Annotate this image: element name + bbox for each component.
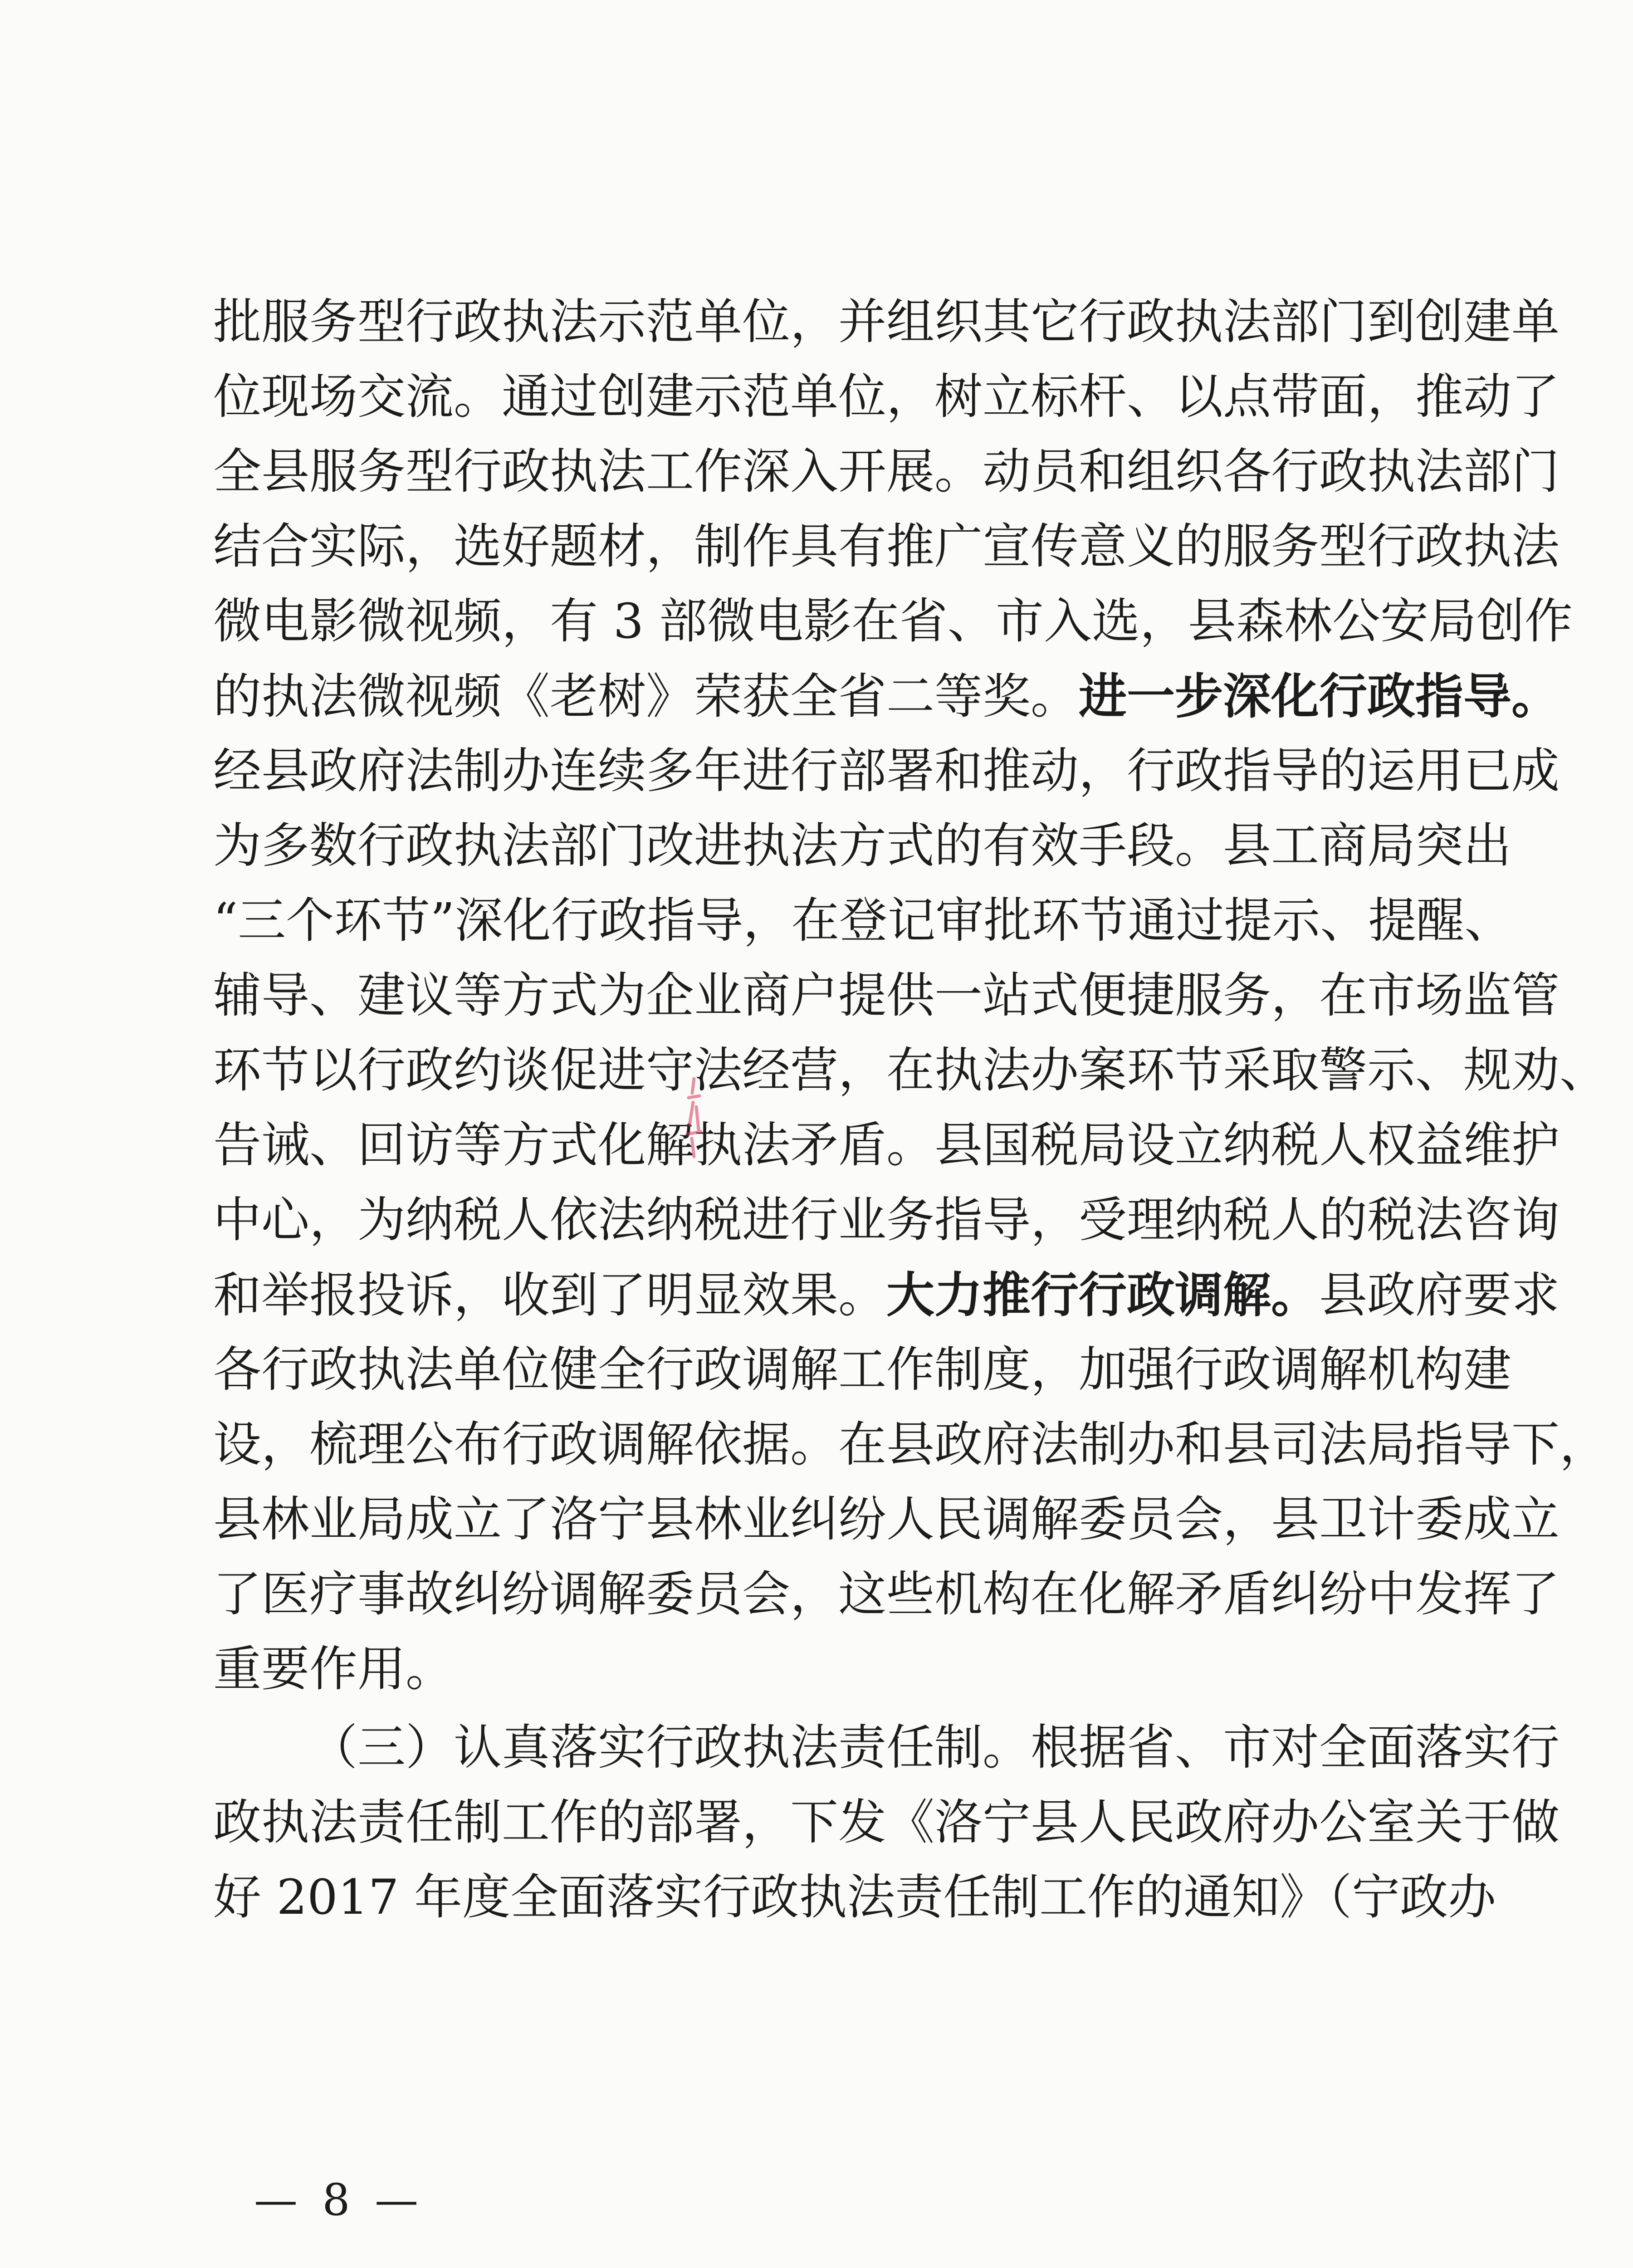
text-line: 了医疗事故纠纷调解委员会，这些机构在化解矛盾纠纷中发挥了: [213, 1566, 1560, 1622]
seal-fragment-mark: [676, 1075, 712, 1161]
bold-heading: 大力推行行政调解。: [886, 1266, 1319, 1323]
text-line: 中心，为纳税人依法纳税进行业务指导，受理纳税人的税法咨询: [213, 1192, 1560, 1248]
text-line: 和举报投诉，收到了明显效果。大力推行行政调解。县政府要求: [213, 1266, 1560, 1323]
text-line: 政执法责任制工作的部署，下发《洛宁县人民政府办公室关于做: [213, 1794, 1560, 1850]
text-line: 为多数行政执法部门改进执法方式的有效手段。县工商局突出: [213, 818, 1511, 874]
text-line: 批服务型行政执法示范单位，并组织其它行政执法部门到创建单: [213, 294, 1560, 350]
text-line: 重要作用。: [213, 1641, 454, 1697]
page-number: — 8 —: [254, 2175, 424, 2225]
text-line: 位现场交流。通过创建示范单位，树立标杆、以点带面，推动了: [213, 369, 1560, 425]
text-line: 县林业局成立了洛宁县林业纠纷人民调解委员会，县卫计委成立: [213, 1491, 1560, 1547]
text-line: 微电影微视频，有 3 部微电影在省、市入选，县森林公安局创作: [213, 593, 1573, 649]
text-line: 经县政府法制办连续多年进行部署和推动，行政指导的运用已成: [213, 743, 1560, 799]
text-line: “三个环节”深化行政指导，在登记审批环节通过提示、提醒、: [213, 893, 1513, 948]
text-line: 环节以行政约谈促进守法经营，在执法办案环节采取警示、规劝、: [213, 1042, 1608, 1098]
text-line: 全县服务型行政执法工作深入开展。动员和组织各行政执法部门: [213, 444, 1560, 499]
text-line: 的执法微视频《老树》荣获全省二等奖。进一步深化行政指导。: [213, 668, 1560, 724]
bold-heading: 进一步深化行政指导。: [1079, 668, 1560, 724]
text-line: 告诫、回访等方式化解执法矛盾。县国税局设立纳税人权益维护: [213, 1117, 1560, 1173]
text-line: 辅导、建议等方式为企业商户提供一站式便捷服务，在市场监管: [213, 968, 1560, 1023]
text-line: 设，梳理公布行政调解依据。在县政府法制办和县司法局指导下，: [213, 1417, 1608, 1472]
text-line: 各行政执法单位健全行政调解工作制度，加强行政调解机构建: [213, 1342, 1511, 1398]
text-line: 好 2017 年度全面落实行政执法责任制工作的通知》（宁政办: [213, 1869, 1496, 1925]
text-line: 结合实际，选好题材，制作具有推广宣传意义的服务型行政执法: [213, 518, 1560, 574]
text-line: （三）认真落实行政执法责任制。根据省、市对全面落实行: [309, 1720, 1560, 1775]
